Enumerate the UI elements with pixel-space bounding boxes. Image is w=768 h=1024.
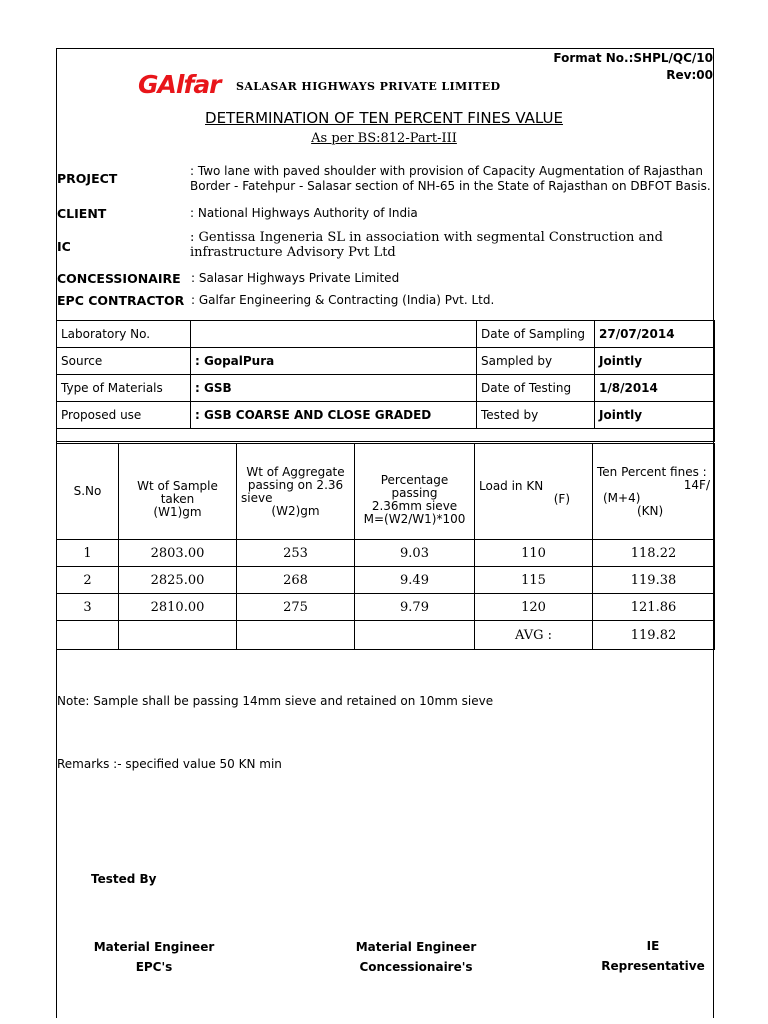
epc-label: EPC CONTRACTOR — [57, 293, 185, 308]
sample-info-table — [56, 320, 715, 442]
revision: Rev:00 — [666, 68, 713, 82]
use-value: : GSB COARSE AND CLOSE GRADED — [191, 402, 477, 429]
ic-line-2: infrastructure Advisory Pvt Ltd — [190, 245, 396, 260]
epc-value: : Galfar Engineering & Contracting (India) Pvt. Ltd. — [191, 293, 495, 307]
average-row — [57, 621, 715, 650]
page-title: DETERMINATION OF TEN PERCENT FINES VALUE — [205, 109, 563, 127]
header-ten-percent-fines: Ten Percent fines : 14F/ (M+4) (KN) — [593, 444, 715, 540]
format-number — [553, 50, 713, 84]
use-label: Proposed use — [57, 402, 191, 429]
materials-label: Type of Materials — [57, 375, 191, 402]
project-line-1: : Two lane with paved shoulder with provision of Capacity Augmentation of Rajasthan — [190, 164, 704, 178]
galfar-logo: GAlfar — [138, 70, 221, 99]
lab-no-label: Laboratory No. — [57, 321, 191, 348]
average-label: AVG : — [475, 621, 593, 650]
date-sampling-value: 27/07/2014 — [595, 321, 715, 348]
ic-label: IC — [57, 239, 71, 254]
source-value: : GopalPura — [191, 348, 477, 375]
header-w1: Wt of Sample taken (W1)gm — [119, 444, 237, 540]
concessionaire-value: : Salasar Highways Private Limited — [191, 271, 400, 285]
info-row — [57, 375, 715, 402]
table-row: 2 2825.00 268 9.49 115 119.38 — [57, 567, 715, 594]
source-label: Source — [57, 348, 191, 375]
signature-ie: IE Representative — [601, 939, 705, 973]
table-row: 1 2803.00 253 9.03 110 118.22 — [57, 540, 715, 567]
concessionaire-label: CONCESSIONAIRE — [57, 271, 181, 286]
date-testing-label: Date of Testing — [477, 375, 595, 402]
date-sampling-label: Date of Sampling — [477, 321, 595, 348]
project-value — [190, 164, 711, 194]
page-subtitle: As per BS:812-Part-III — [311, 131, 457, 146]
tested-by-value: Jointly — [595, 402, 715, 429]
info-row — [57, 402, 715, 429]
header-w2: Wt of Aggregate passing on 2.36 sieve (W2)gm — [237, 444, 355, 540]
signature-concessionaire: Material Engineer Concessionaire's — [355, 940, 477, 974]
project-line-2: Border - Fatehpur - Salasar section of NH-65 in the State of Rajasthan on DBFOT Basis. — [190, 179, 711, 193]
tested-by-heading: Tested By — [91, 872, 157, 886]
header-load: Load in KN (F) — [475, 444, 593, 540]
info-row — [57, 348, 715, 375]
note-text: Note: Sample shall be passing 14mm sieve and retained on 10mm sieve — [57, 694, 494, 708]
ic-line-1: : Gentissa Ingeneria SL in association with segmental Construction and — [190, 230, 663, 245]
info-row — [57, 321, 715, 348]
project-label: PROJECT — [57, 171, 118, 186]
sampled-by-label: Sampled by — [477, 348, 595, 375]
client-label: CLIENT — [57, 206, 107, 221]
header-sno: S.No — [57, 444, 119, 540]
table-row: 3 2810.00 275 9.79 120 121.86 — [57, 594, 715, 621]
materials-value: : GSB — [191, 375, 477, 402]
signature-epc: Material Engineer EPC's — [93, 940, 215, 974]
info-spacer-row — [57, 429, 715, 442]
sampled-by-value: Jointly — [595, 348, 715, 375]
tested-by-label: Tested by — [477, 402, 595, 429]
table-header-row — [57, 444, 715, 540]
header-percentage: Percentage passing 2.36mm sieve M=(W2/W1)*100 — [355, 444, 475, 540]
remarks-text: Remarks :- specified value 50 KN min — [57, 757, 282, 771]
ic-value — [190, 230, 663, 260]
average-value: 119.82 — [593, 621, 715, 650]
client-value: : National Highways Authority of India — [190, 206, 418, 220]
company-name: SALASAR HIGHWAYS PRIVATE LIMITED — [236, 80, 501, 93]
format-no: Format No.:SHPL/QC/10 — [553, 51, 713, 65]
lab-no-value — [191, 321, 477, 348]
test-results-table — [56, 443, 715, 650]
date-testing-value: 1/8/2014 — [595, 375, 715, 402]
